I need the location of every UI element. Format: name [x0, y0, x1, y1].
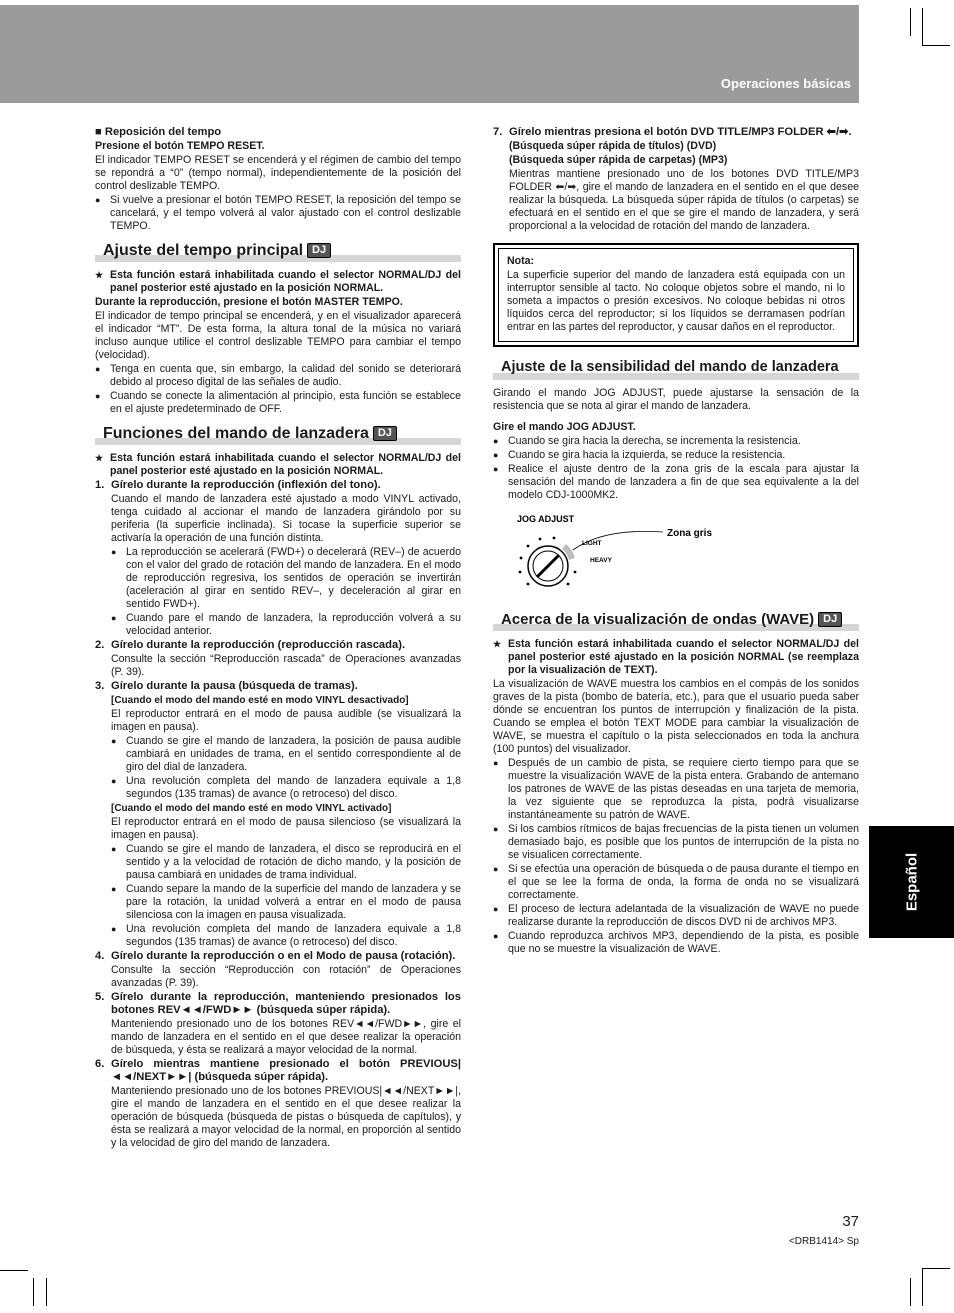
master-bullet: ● Tenga en cuenta que, sin embargo, la calidad del sonido se deteriorará debido al proceso digital de las señales de audio. — [95, 363, 461, 389]
wave-bullet: ● El proceso de lectura adelantada de la visualización de WAVE no puede realizarse durante la reproducción de discos DVD ni de archivos MP3. — [493, 903, 859, 929]
crop-mark — [910, 1278, 911, 1306]
step-3-subhead: [Cuando el modo del mando esté en modo VINYL desactivado] — [111, 695, 409, 706]
page-number: 37 — [842, 1213, 859, 1230]
dj-badge: DJ — [373, 426, 397, 441]
note-text: La superficie superior del mando de lanzadera está equipada con un interruptor sensible al tacto. No coloque objetos sobre el mando, ni lo someta a impactos o presión excesivos. No coloque bebidas ni otros líquidos cerca del reproductor; si los líquidos se derramasen podrían entrar en las partes del reproductor, y causar daños en el reproductor. — [507, 269, 845, 333]
master-star-note: ★ Esta función estará inhabilitada cuando el selector NORMAL/DJ del panel posterior esté ajustado en la posición NORMAL. — [95, 269, 461, 295]
dj-badge: DJ — [818, 612, 842, 627]
step-3-bullet: ● Cuando separe la mando de la superficie del mando de lanzadera y se pare la rotación, la unidad volverá a entrar en el modo de pausa silenciosa con la imagen en pausa visualizada. — [111, 883, 461, 922]
step-3-bullet: ● Una revolución completa del mando de lanzadera equivale a 1,8 segundos (135 tramas) de avance (o retroceso) del disco. — [111, 923, 461, 949]
sensitivity-bullet: ● Realice el ajuste dentro de la zona gris de la escala para ajustar la sensación del mando de lanzadera a fin de que sea equivalente a la del modelo CDJ-1000MK2. — [493, 463, 859, 502]
right-column — [493, 126, 859, 957]
crop-mark — [922, 45, 950, 46]
step-3-bullet: ● Cuando se gire el mando de lanzadera, el disco se reproducirá en el sentido y a la velocidad de rotación de dicho mando, y la posición de pausa cambiará en unidades de trama individual. — [111, 843, 461, 882]
wave-heading: Acerca de la visualización de ondas (WAVE) DJ — [493, 612, 859, 632]
dial-light-label: LIGHT — [582, 540, 602, 547]
master-instruction: Durante la reproducción, presione el botón MASTER TEMPO. — [95, 296, 403, 308]
crop-mark — [910, 8, 911, 36]
page-header — [0, 5, 859, 103]
step-3-text: El reproductor entrará en el modo de pausa audible (se visualizará la imagen en pausa). — [111, 708, 461, 733]
crop-mark — [922, 1268, 923, 1306]
sensitivity-paragraph: Girando el mando JOG ADJUST, puede ajustarse la sensación de la resistencia que se nota al girar el mando de lanzadera. — [493, 387, 859, 412]
step-7-text: Mientras mantiene presionado uno de los botones DVD TITLE/MP3 FOLDER ⬅/➡, gire el mando de lanzadera en el sentido en el que desee realizar la búsqueda. La búsqueda súper rápida de títulos (o carpetas) se efectuará en el sentido en el que se gire el mando de lanzadera, y será proporcional a la velocidad de rotación del mando de lanzadera. — [509, 168, 859, 232]
crop-mark — [922, 8, 923, 46]
jog-functions-heading: Funciones del mando de lanzadera DJ — [95, 426, 461, 446]
step-5-text: Manteniendo presionado uno de los botones REV◄◄/FWD►►, gire el mando de lanzadera en el sentido en el que desee realizar la operación de búsqueda, y ésta se realizará a mayor velocidad de la normal. — [111, 1018, 461, 1056]
master-tempo-heading: Ajuste del tempo principal DJ — [95, 243, 461, 263]
crop-mark — [33, 1278, 34, 1306]
step-2-text: Consulte la sección “Reproducción rascada” de Operaciones avanzadas (P. 39). — [111, 653, 461, 678]
step-6-text: Manteniendo presionado uno de los botones PREVIOUS|◄◄/NEXT►►|, gire el mando de lanzadera en el sentido en el que desee realizar la operación de búsqueda (búsqueda de pistas o búsqueda de capítulos), y ésta se realizará a mayor velocidad de la normal, en proporción al sentido y la velocidad de giro del mando de lanzadera. — [111, 1085, 461, 1149]
step-1-bullet: ● La reproducción se acelerará (FWD+) o decelerará (REV–) de acuerdo con el valor del grado de rotación del mando de lanzadera. En el modo de reproducción regresiva, los sentidos de operación se invertirán (aceleración al girar en sentido REV–, y deceleración al girar en sentido FWD+). — [111, 546, 461, 611]
wave-bullet: ● Después de un cambio de pista, se requiere cierto tiempo para que se muestre la visualización WAVE de la pista entera. Grabando de antemano los patrones de WAVE de las pistas deseadas en una tarjeta de memoria, la vez siguiente que se reproduzca la pista, podrá visualizarse instantáneamente su patrón de WAVE. — [493, 757, 859, 822]
wave-paragraph: La visualización de WAVE muestra los cambios en el compás de los sonidos graves de la pista (bombo de batería, etc.), para que el usuario pueda saber dónde se encuentran los puntos de interrupción y finalización de la pista. Cuando se emplea el botón TEXT MODE para cambiar la visualización de WAVE, se muestra el capítulo o la pista seleccionados en toda la anchura (100 puntos) del visualizador. — [493, 678, 859, 755]
sensitivity-instruction: Gire el mando JOG ADJUST. — [493, 421, 636, 433]
document-code: <DRB1414> Sp — [788, 1236, 859, 1247]
step-3-bullet: ● Cuando se gire el mando de lanzadera, la posición de pausa audible cambiará en unidades de trama, en el sentido correspondiente al de giro del dial de lanzadera. — [111, 735, 461, 774]
step-3-text: El reproductor entrará en el modo de pausa silencioso (se visualizará la imagen en pausa). — [111, 816, 461, 841]
note-title: Nota: — [507, 255, 535, 267]
dial-zone-label: Zona gris — [667, 528, 713, 539]
jog-adjust-dial-icon — [493, 508, 859, 598]
step-3-subhead: [Cuando el modo del mando esté en modo VINYL activado] — [111, 803, 392, 814]
step-1-text: Cuando el mando de lanzadera esté ajustado a modo VINYL activado, tenga cuidado al accionar el mando de lanzadera girándolo por su periferia (la superficie inclinada). Si tocase la superficie superior se activaría la operación de una función distinta. — [111, 493, 461, 544]
wave-bullet: ● Si se efectúa una operación de búsqueda o de pausa durante el tiempo en el que se lee la forma de onda, la forma de onda no se visualizará correctamente. — [493, 863, 859, 902]
reset-bullet: ● Si vuelve a presionar el botón TEMPO RESET, la reposición del tempo se cancelará, y el tempo volverá al valor ajustado con el control deslizable TEMPO. — [95, 194, 461, 233]
left-column — [95, 126, 461, 1151]
reset-paragraph: El indicador TEMPO RESET se encenderá y el régimen de cambio del tempo se repondrá a “0” (tempo normal), independientemente de la posición del control deslizable TEMPO. — [95, 154, 461, 192]
master-paragraph: El indicador de tempo principal se encenderá, y en el visualizador aparecerá el indicador “MT”. De esta forma, la altura tonal de la música no variará incluso aunque utilice el control deslizable TEMPO para cambiar el tempo (velocidad). — [95, 310, 461, 361]
step-1: 1. Gírelo durante la reproducción (inflexión del tono). — [95, 479, 381, 491]
sensitivity-heading: Ajuste de la sensibilidad del mando de lanzadera — [493, 361, 859, 381]
step-3-bullet: ● Una revolución completa del mando de lanzadera equivale a 1,8 segundos (135 tramas) de avance (o retroceso) del disco. — [111, 775, 461, 801]
step-2: 2. Gírelo durante la reproducción (reproducción rascada). — [95, 639, 406, 651]
note-box — [493, 243, 859, 347]
step-7-mode: (Búsqueda súper rápida de títulos) (DVD) — [509, 140, 717, 152]
step-6: 6. Gírelo mientras mantiene presionado el botón PREVIOUS|◄◄/NEXT►►| (búsqueda súper rápida). — [95, 1058, 461, 1083]
jog-adjust-figure — [493, 508, 859, 598]
wave-star-note: ★ Esta función estará inhabilitada cuando el selector NORMAL/DJ del panel posterior esté ajustado en la posición NORMAL (se reemplaza por la visualización de TEXT). — [493, 638, 859, 677]
dj-badge: DJ — [307, 243, 331, 258]
step-3: 3. Gírelo durante la pausa (búsqueda de tramas). — [95, 680, 358, 692]
crop-mark — [0, 1270, 28, 1271]
step-4-text: Consulte la sección “Reproducción con rotación” de Operaciones avanzadas (P. 39). — [111, 964, 461, 989]
dial-heavy-label: HEAVY — [590, 557, 612, 564]
dial-label: JOG ADJUST — [517, 514, 575, 524]
section-title: Operaciones básicas — [720, 76, 851, 91]
jog-star-note: ★ Esta función estará inhabilitada cuando el selector NORMAL/DJ del panel posterior esté ajustado en la posición NORMAL. — [95, 452, 461, 478]
language-label: Español — [903, 852, 920, 912]
reset-instruction: Presione el botón TEMPO RESET. — [95, 140, 265, 152]
sensitivity-bullet: ● Cuando se gira hacia la derecha, se incrementa la resistencia. — [493, 435, 859, 448]
step-4: 4. Gírelo durante la reproducción o en el Modo de pausa (rotación). — [95, 950, 456, 962]
crop-mark — [922, 1268, 950, 1269]
step-7-mode: (Búsqueda súper rápida de carpetas) (MP3) — [509, 154, 728, 166]
wave-bullet: ● Cuando reproduzca archivos MP3, dependiendo de la pista, es posible que no se muestre la visualización de WAVE. — [493, 930, 859, 956]
reset-title: ■ Reposición del tempo — [95, 126, 222, 138]
wave-bullet: ● Si los cambios rítmicos de bajas frecuencias de la pista tienen un volumen demasiado bajo, es posible que los puntos de interrupción de la pista no se visualicen correctamente. — [493, 823, 859, 862]
master-bullet: ● Cuando se conecte la alimentación al principio, esta función se establece en el ajuste predeterminado de OFF. — [95, 390, 461, 416]
language-tab — [869, 826, 954, 938]
step-5: 5. Gírelo durante la reproducción, manteniendo presionados los botones REV◄◄/FWD►► (búsqueda súper rápida). — [95, 991, 461, 1016]
step-1-bullet: ● Cuando pare el mando de lanzadera, la reproducción volverá a su velocidad anterior. — [111, 612, 461, 638]
sensitivity-bullet: ● Cuando se gira hacia la izquierda, se reduce la resistencia. — [493, 449, 859, 462]
step-7: 7. Gírelo mientras presiona el botón DVD TITLE/MP3 FOLDER ⬅/➡. — [493, 126, 852, 138]
crop-mark — [46, 1278, 47, 1306]
square-bullet-icon: ■ — [95, 126, 105, 138]
